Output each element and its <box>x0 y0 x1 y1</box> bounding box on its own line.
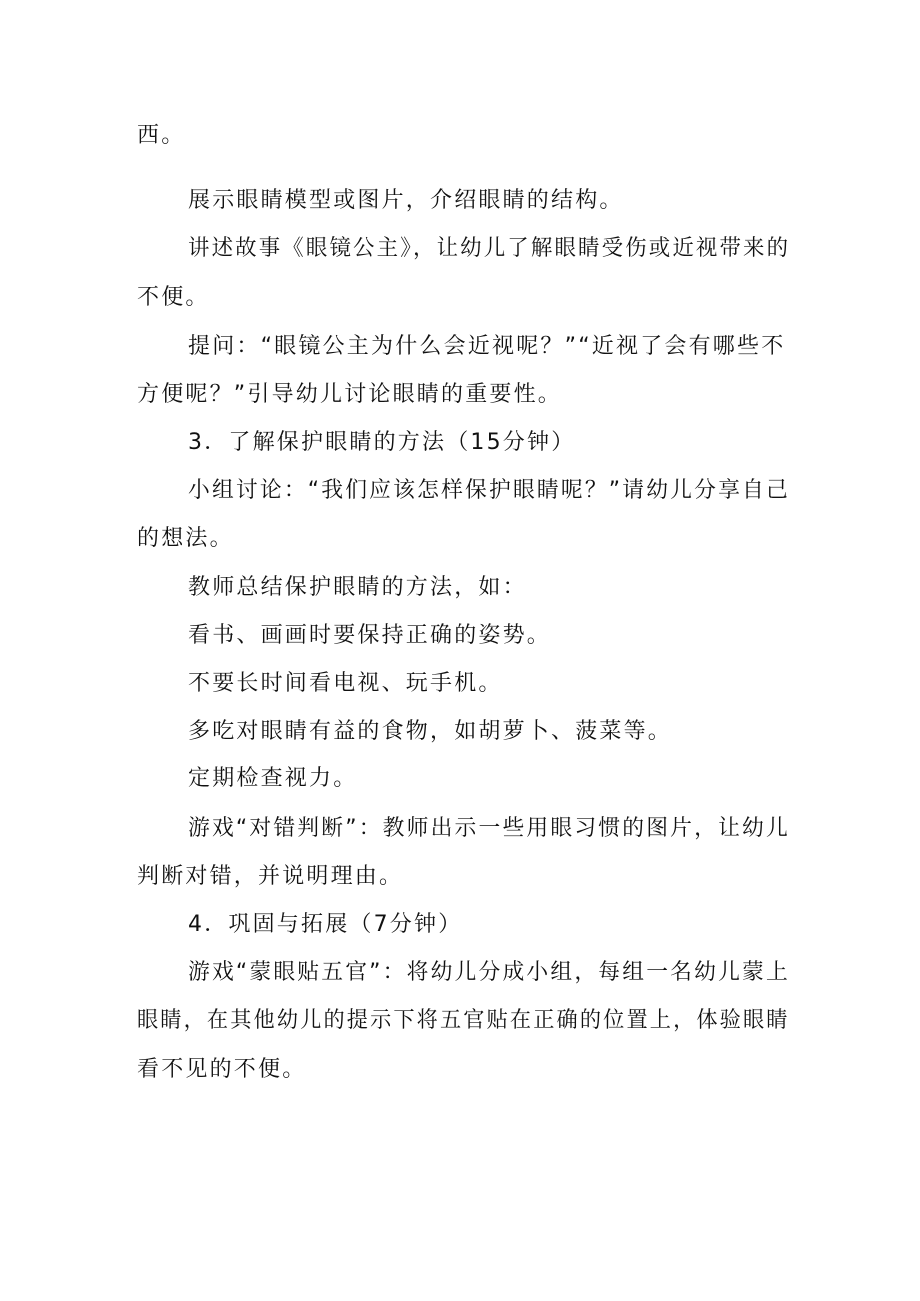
text-line: 西。 <box>137 123 186 148</box>
text-line: 教师总结保护眼睛的方法，如： <box>188 575 527 600</box>
text-line: 展示眼睛模型或图片，介绍眼睛的结构。 <box>188 188 624 213</box>
text-line: 多吃对眼睛有益的食物，如胡萝卜、菠菜等。 <box>188 719 673 744</box>
text-line: 判断对错，并说明理由。 <box>137 864 404 889</box>
text-line: 不便。 <box>137 285 210 310</box>
text-line: 的想法。 <box>137 526 234 551</box>
text-line: 看书、画画时要保持正确的姿势。 <box>188 623 552 648</box>
text-line: 不要长时间看电视、玩手机。 <box>188 671 503 696</box>
text-line: 眼睛，在其他幼儿的提示下将五官贴在正确的位置上，体验眼睛 <box>137 1008 790 1033</box>
text-line: 方便呢？”引导幼儿讨论眼睛的重要性。 <box>137 382 562 407</box>
text-line: 定期检查视力。 <box>188 766 358 791</box>
text-line: 看不见的不便。 <box>137 1057 307 1082</box>
text-line: 讲述故事《眼镜公主》，让幼儿了解眼睛受伤或近视带来的 <box>188 236 791 261</box>
text-line: 提问：“眼镜公主为什么会近视呢？”“近视了会有哪些不 <box>188 334 786 359</box>
text-line: 小组讨论：“我们应该怎样保护眼睛呢？”请幼儿分享自己 <box>188 478 790 503</box>
text-line: 游戏“蒙眼贴五官”：将幼儿分成小组，每组一名幼儿蒙上 <box>188 960 790 985</box>
section-heading: 3．了解保护眼睛的方法（15分钟） <box>188 430 576 455</box>
text-line: 游戏“对错判断”：教师出示一些用眼习惯的图片，让幼儿 <box>188 816 790 841</box>
section-heading: 4．巩固与拓展（7分钟） <box>188 912 463 937</box>
